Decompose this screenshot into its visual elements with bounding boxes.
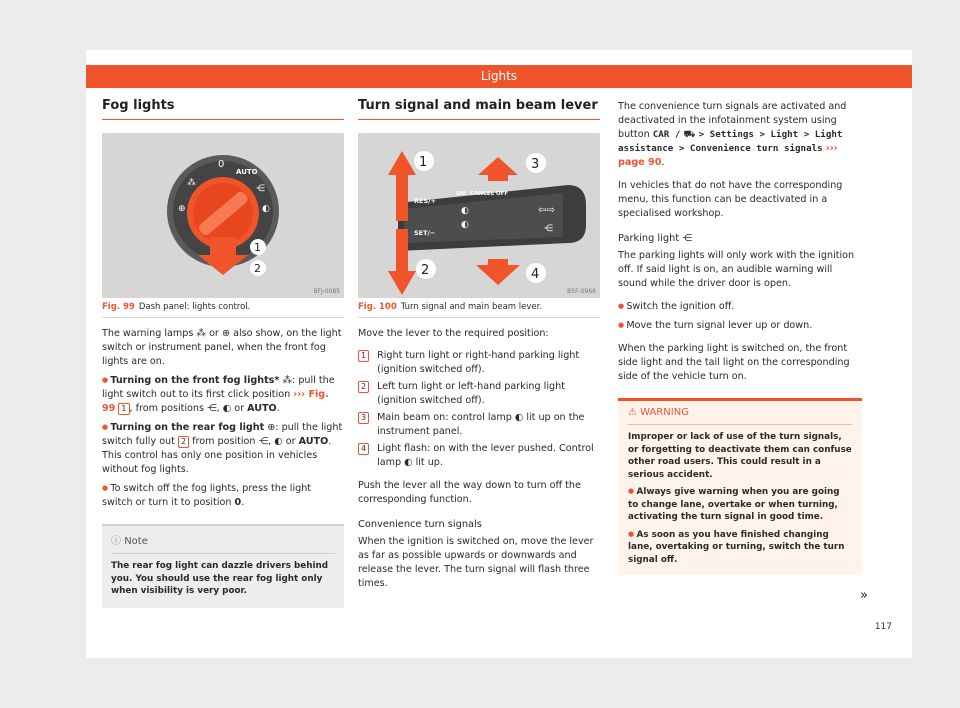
position-number: 3 xyxy=(358,412,369,424)
main-beam-icon: ◐ xyxy=(461,206,469,216)
fig-99-code: BFJ-0085 xyxy=(313,288,340,295)
note-title: Note xyxy=(124,536,148,547)
position-number: 4 xyxy=(358,443,369,455)
bullet-rear-fog-from: from position xyxy=(192,436,256,447)
position-text: Left turn light or left-hand parking light (ignition switched off). xyxy=(377,381,565,406)
parking-on-paragraph: When the parking light is switched on, the front side light and the tail light on the corresponding side of the vehicle turn on. xyxy=(618,343,850,382)
fig100-marker-3: 3 xyxy=(531,157,540,172)
page-90-link[interactable]: ››› page 90 xyxy=(618,143,838,168)
turn-signal-lever-illustration xyxy=(358,133,600,298)
right-column xyxy=(618,100,862,575)
turn-signal-column xyxy=(358,98,600,591)
section-title: Lights xyxy=(480,69,518,83)
workshop-paragraph: In vehicles that do not have the corresponding menu, this function can be deactivated in a specialised workshop. xyxy=(618,180,843,219)
note-body: The rear fog light can dazzle drivers behind you. You should use the rear fog light only when visibility is very poor. xyxy=(111,561,329,596)
bullet-front-fog: ● Turning on the front fog lights* ⁂: pull the light switch out to its first click position ››› Fig. 99 1 , from positions ⋲, ◐ or AUTO. xyxy=(102,373,344,416)
auto-position-label: AUTO xyxy=(298,436,329,447)
lever-set-label: SET/− xyxy=(414,229,436,237)
parking-paragraph: The parking lights will only work with the ignition off. If said light is on, an audible warning will sound while the driver door is open. xyxy=(618,250,855,289)
auto-position-label: AUTO xyxy=(247,403,277,414)
rear-fog-lamp-icon: ⊕ xyxy=(221,328,230,339)
push-lever-paragraph: Push the lever all the way down to turn off the corresponding function. xyxy=(358,480,581,505)
main-beam-icon: ◐ xyxy=(404,457,413,468)
fig-100-image xyxy=(358,133,600,298)
warning-bullet-2: ● As soon as you have finished changing lane, overtaking or turning, switch the turn signal off. xyxy=(628,528,852,567)
fig99-marker-2: 2 xyxy=(254,262,261,275)
dial-auto-label: AUTO xyxy=(236,168,258,176)
turn-signal-heading: Turn signal and main beam lever xyxy=(358,98,600,120)
continued-marker: » xyxy=(860,588,868,603)
bullet-move-lever: ● Move the turn signal lever up or down. xyxy=(618,318,862,333)
warning-triangle-icon: ⚠ xyxy=(628,407,637,418)
light-switch-illustration xyxy=(102,133,344,298)
position-text-b: lit up. xyxy=(415,457,443,468)
lever-res-label: RES/+ xyxy=(414,197,436,205)
bullet-switch-off-text: To switch off the fog lights, press the light switch or turn it to position xyxy=(102,483,312,508)
parking-light-heading xyxy=(618,233,862,244)
parking-light-icon: ⋲ xyxy=(682,233,693,244)
settings-path: > Settings > Light > Light assistance > Convenience turn signals xyxy=(618,129,843,154)
dipped-beam-icon: ◐ xyxy=(461,220,469,230)
lever-intro: Move the lever to the required position: xyxy=(358,328,549,339)
position-text-a: Main beam on: control lamp xyxy=(377,412,512,423)
info-icon: ⓘ xyxy=(111,536,121,547)
direction-arrows-icon: ⇦⇨ xyxy=(538,205,555,216)
front-fog-icon: ⁂ xyxy=(187,178,196,188)
position-text: Right turn light or right-hand parking light (ignition switched off). xyxy=(377,350,580,375)
fig-100-caption-text: Turn signal and main beam lever. xyxy=(400,302,543,312)
fig99-marker-1: 1 xyxy=(254,241,261,254)
warning-title: WARNING xyxy=(640,407,689,418)
car-settings-icon: ⛟ xyxy=(683,129,696,140)
main-beam-icon: ◐ xyxy=(514,412,524,423)
convenience-paragraph: When the ignition is switched on, move the lever as far as possible upwards or downwards and release the lever. The turn signal will flash three times. xyxy=(358,536,594,589)
fig100-marker-1: 1 xyxy=(419,155,428,170)
bullet-front-fog-or: or xyxy=(234,403,245,414)
dipped-beam-icon: ◐ xyxy=(274,436,283,447)
list-item xyxy=(358,442,600,470)
front-fog-lamp-icon: ⁂ xyxy=(196,328,206,339)
fig-99-caption-text: Dash panel: lights control. xyxy=(138,302,251,312)
warning-box xyxy=(618,398,862,575)
lever-positions-list xyxy=(358,349,600,470)
parking-light-heading-text: Parking light xyxy=(618,233,680,244)
warning-bullet-1: ● Always give warning when you are going to change lane, overtake or when turning, activating the turn signal in good time. xyxy=(628,485,852,524)
car-button-label: CAR / xyxy=(652,129,681,140)
parking-light-icon: ⋲ xyxy=(544,224,553,234)
dial-zero-label: 0 xyxy=(218,159,225,170)
warning-body: Improper or lack of use of the turn signals, or forgetting to deactivate them can confuse other road users. This could result in a serious accident. xyxy=(628,432,852,480)
bullet-rear-fog: ● Turning on the rear fog light ⊕: pull the light switch fully out 2 from position ⋲, ◐ or AUTO. This control has only one position in vehicles without fog lights. xyxy=(102,420,344,477)
fog-intro-rest: also show, on the light switch or instrument panel, when the front fog lights are on. xyxy=(102,328,342,367)
fig-100-code: B5F-0966 xyxy=(567,288,596,295)
convenience-heading: Convenience turn signals xyxy=(358,519,482,530)
position-text-b: lit up on the instrument panel. xyxy=(377,412,585,437)
bullet-front-fog-text: : pull the light switch out to its first click position xyxy=(102,375,335,400)
lever-on-label: ON xyxy=(456,191,466,197)
position-number: 1 xyxy=(358,350,369,362)
fig-99-caption xyxy=(102,302,344,318)
fig100-marker-4: 4 xyxy=(531,267,540,282)
bullet-front-fog-from: , from positions xyxy=(129,403,204,414)
fig100-marker-2: 2 xyxy=(421,263,430,278)
warning-title-row xyxy=(628,407,852,425)
list-item xyxy=(358,411,600,439)
bullet-rear-fog-title: Turning on the rear fog light xyxy=(110,422,265,433)
bullet-rear-fog-or: or xyxy=(285,436,296,447)
side-light-icon: ⋲ xyxy=(256,184,265,194)
settings-intro: The convenience turn signals are activated and deactivated in the infotainment system using button xyxy=(618,101,847,140)
front-fog-lamp-icon: ⁂ xyxy=(282,375,293,386)
dipped-beam-icon: ◐ xyxy=(222,403,232,414)
fog-intro-text: The warning lamps xyxy=(102,328,194,339)
fig-100-label: Fig. 100 xyxy=(358,302,397,312)
fog-intro-paragraph xyxy=(102,327,344,369)
convenience-settings-paragraph xyxy=(618,100,862,170)
fig-100-caption xyxy=(358,302,600,318)
dipped-beam-icon: ◐ xyxy=(262,204,270,214)
settings-end: . xyxy=(661,157,665,168)
bullet-switch-off-fog: ● To switch off the fog lights, press the light switch or turn it to position 0. xyxy=(102,481,344,510)
page-number: 117 xyxy=(874,622,892,632)
fig-99-image xyxy=(102,133,344,298)
position-number: 2 xyxy=(358,381,369,393)
side-light-icon: ⋲ xyxy=(258,436,269,447)
note-box xyxy=(102,524,344,608)
list-item xyxy=(358,380,600,408)
position-text-a: Light flash: on with the lever pushed. Control lamp xyxy=(377,443,594,468)
position-text xyxy=(377,442,600,470)
fog-lights-heading: Fog lights xyxy=(102,98,344,120)
fog-intro-or: or xyxy=(209,328,219,339)
fig-99-label: Fig. 99 xyxy=(102,302,135,312)
section-header xyxy=(86,65,912,88)
list-item xyxy=(358,349,600,377)
fig-99-link[interactable]: ››› Fig. 99 xyxy=(102,389,329,414)
rear-fog-lamp-icon: ⊕ xyxy=(267,422,276,433)
zero-position-label: 0 xyxy=(234,497,242,508)
bullet-rear-fog-tail: . This control has only one position in vehicles without fog lights. xyxy=(102,436,332,475)
bullet-rear-fog-text: : pull the light switch fully out xyxy=(102,422,343,447)
position-2-marker: 2 xyxy=(178,436,189,448)
lever-cancel-label: CANCEL xyxy=(470,191,495,197)
bullet-front-fog-title: Turning on the front fog lights* xyxy=(110,375,280,386)
side-light-icon: ⋲ xyxy=(207,403,217,414)
bullet-ignition-off: ● Switch the ignition off. xyxy=(618,299,862,314)
position-text xyxy=(377,411,600,439)
lever-off-label: OFF xyxy=(496,191,509,197)
note-title-row xyxy=(111,532,335,554)
fog-lights-column xyxy=(102,98,344,608)
rear-fog-icon: ⊕ xyxy=(178,204,186,214)
manual-page xyxy=(86,50,912,658)
position-1-marker: 1 xyxy=(118,403,129,415)
